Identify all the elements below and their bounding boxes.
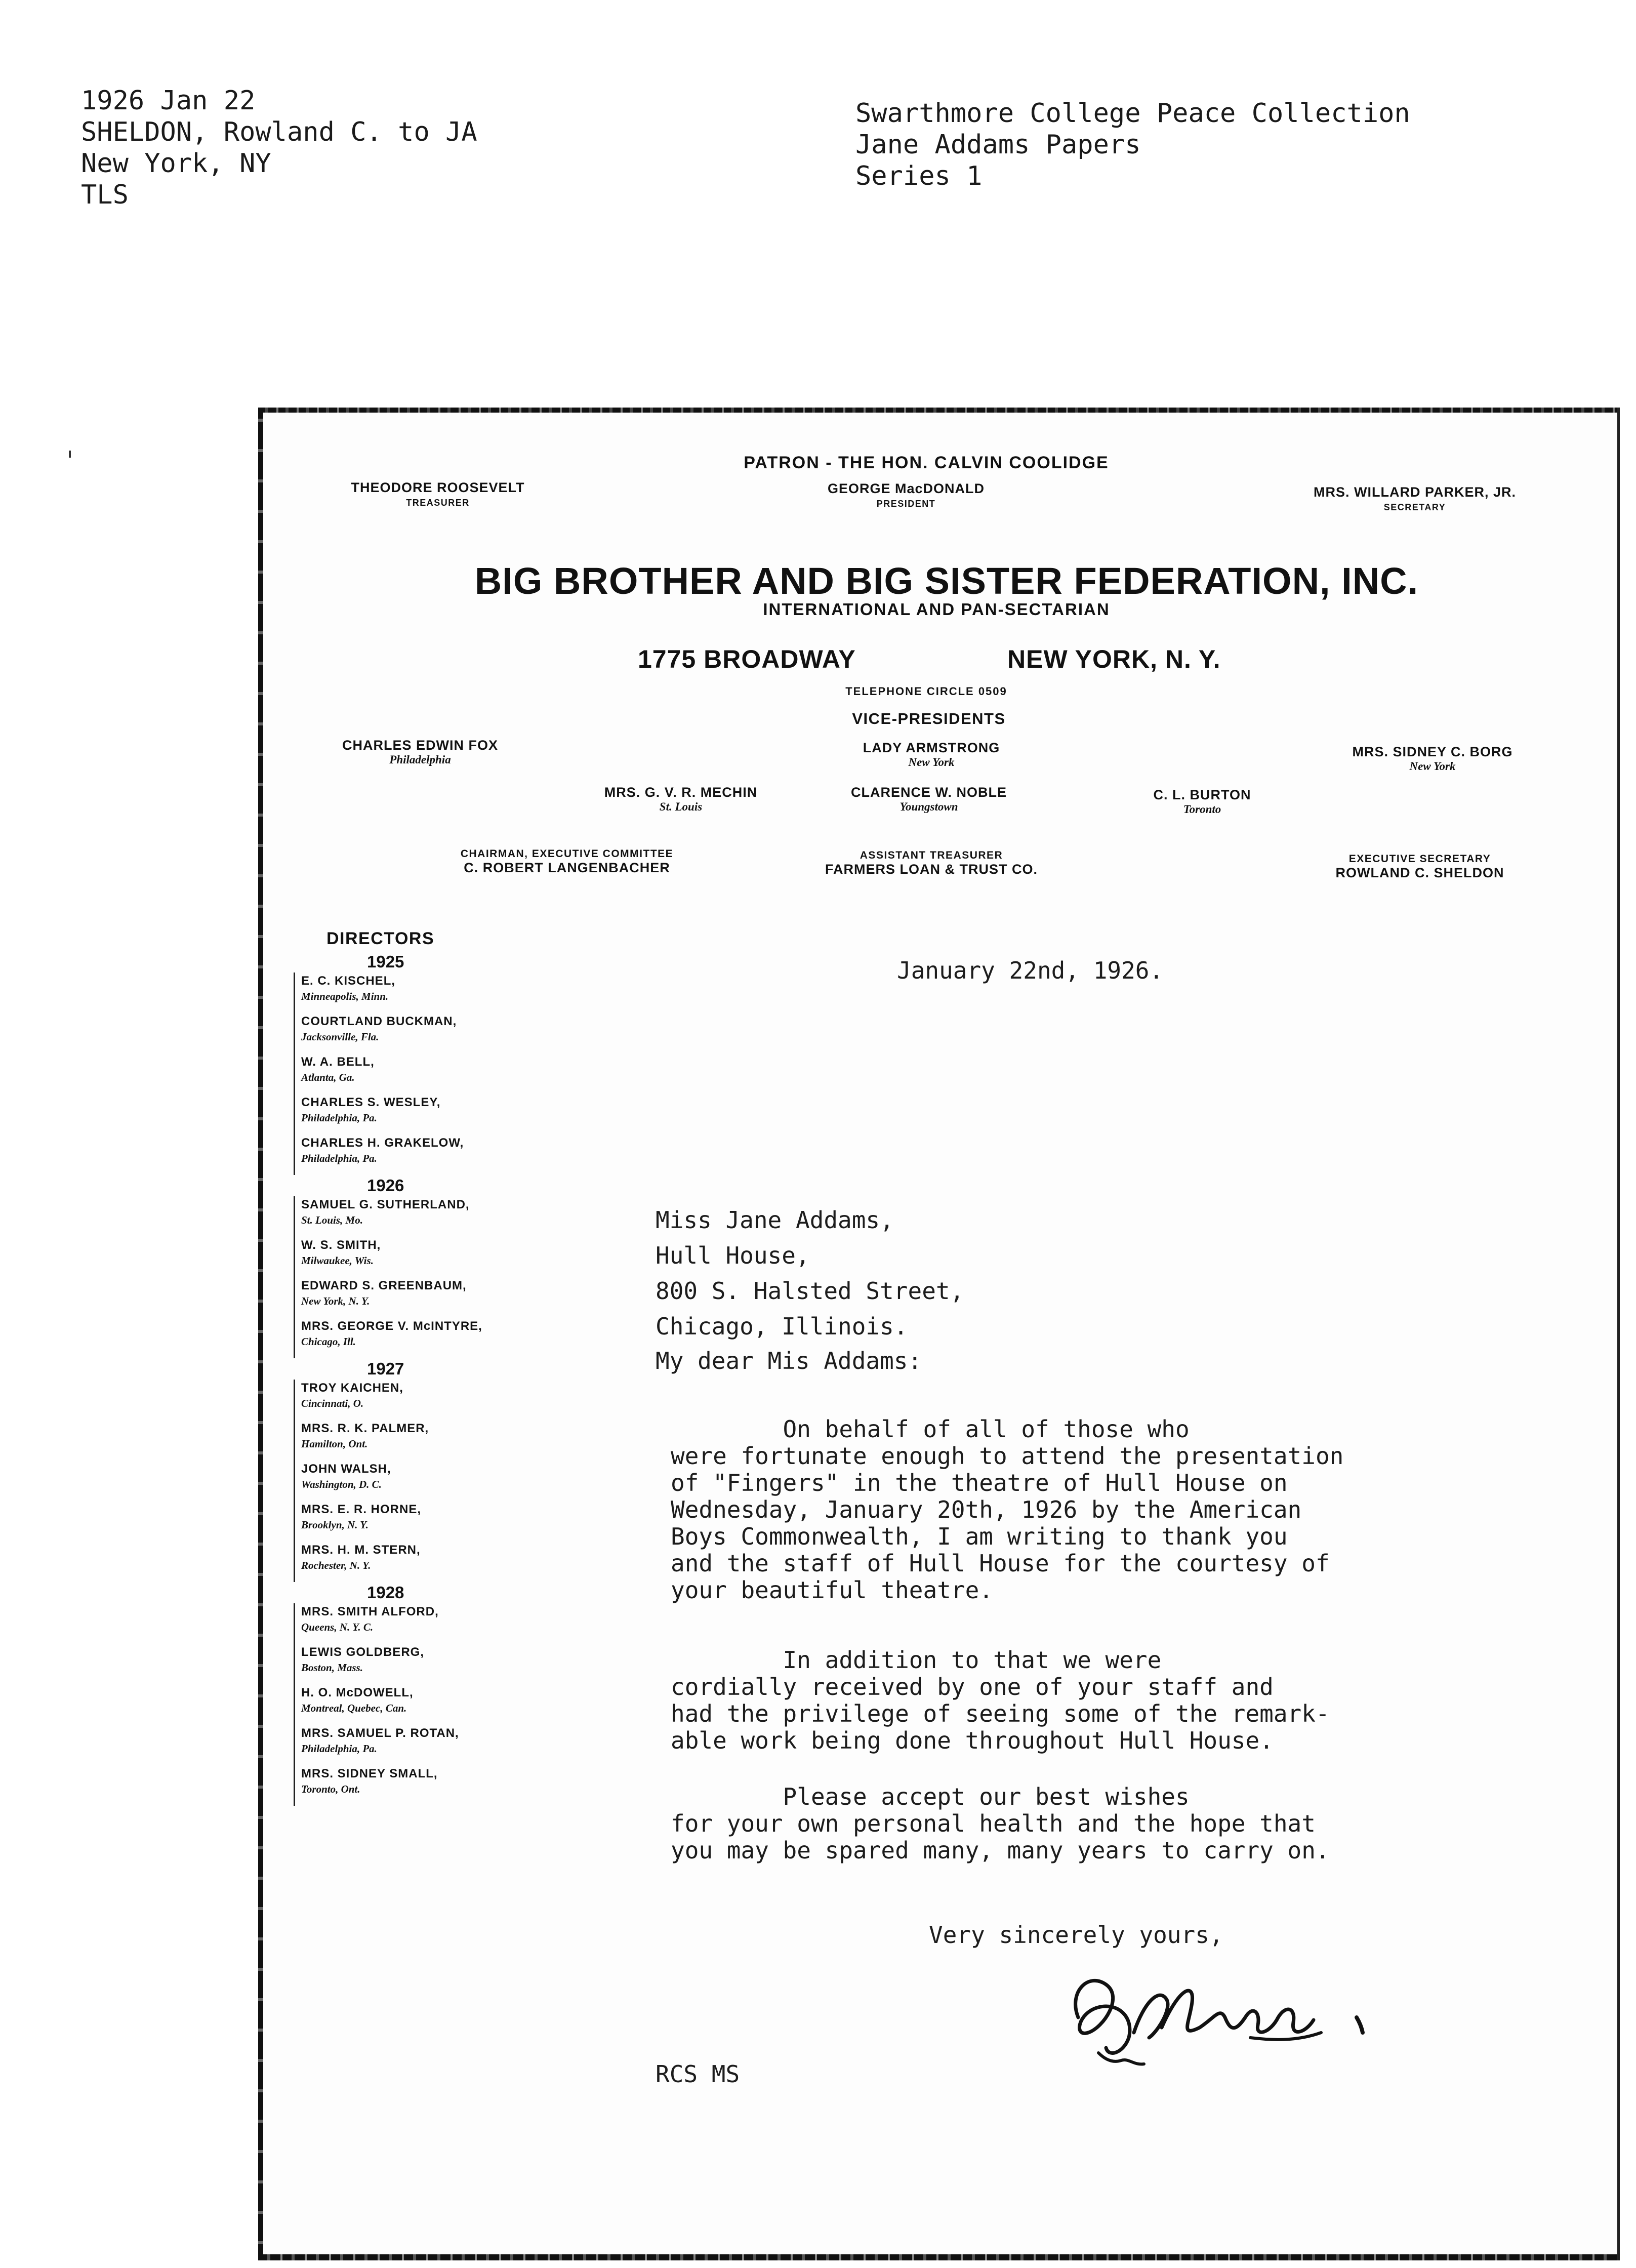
catalog-line: SHELDON, Rowland C. to JA <box>81 117 477 147</box>
director-entry <box>294 1725 557 1765</box>
vp-city: Toronto <box>1183 803 1221 816</box>
closing: Very sincerely yours, <box>929 1921 1223 1949</box>
officer-title: EXECUTIVE SECRETARY <box>1348 853 1491 865</box>
letter-paragraph: In addition to that we were cordially received by one of your staff and had the privilege of seeing some of the remark- able work being done throughout Hull House. <box>671 1646 1330 1754</box>
director-name: MRS. SMITH ALFORD, <box>301 1605 439 1618</box>
sheet-edge <box>258 408 263 2260</box>
vp-city: St. Louis <box>659 800 703 813</box>
director-entry <box>294 1054 557 1094</box>
president-block <box>828 481 985 509</box>
signature-image <box>1058 1957 1382 2073</box>
officer-name: FARMERS LOAN & TRUST CO. <box>825 862 1038 877</box>
director-name: W. S. SMITH, <box>301 1238 381 1252</box>
vice-president <box>1154 787 1251 816</box>
president-title: PRESIDENT <box>876 499 936 509</box>
director-city: Milwaukee, Wis. <box>301 1254 374 1267</box>
director-city: Cincinnati, O. <box>301 1397 364 1409</box>
director-city: Washington, D. C. <box>301 1478 382 1490</box>
recipient-line: Hull House, <box>656 1242 810 1269</box>
directors-year: 1926 <box>367 1176 404 1195</box>
director-name: COURTLAND BUCKMAN, <box>301 1015 457 1028</box>
director-city: New York, N. Y. <box>301 1295 370 1307</box>
director-city: Jacksonville, Fla. <box>301 1031 379 1043</box>
letter-paragraph: Please accept our best wishes for your own personal health and the hope that you may be spared many, many years to carry on. <box>671 1783 1330 1864</box>
director-city: Boston, Mass. <box>301 1662 363 1674</box>
directors-year: 1925 <box>367 952 404 971</box>
recipient-address <box>656 1202 964 1344</box>
vp-name: C. L. BURTON <box>1153 787 1251 802</box>
director-name: TROY KAICHEN, <box>301 1381 403 1395</box>
directors-list <box>294 929 557 1806</box>
director-city: Montreal, Quebec, Can. <box>301 1702 407 1714</box>
vp-city: New York <box>908 756 955 768</box>
collection-line: Jane Addams Papers <box>855 130 1141 160</box>
director-entry <box>294 1420 557 1461</box>
organization-subtitle: INTERNATIONAL AND PAN-SECTARIAN <box>763 600 1110 619</box>
vp-name: MRS. SIDNEY C. BORG <box>1352 744 1513 759</box>
catalog-info <box>81 85 477 211</box>
director-entry <box>294 973 557 1013</box>
sheet-edge <box>1617 408 1620 2260</box>
patron-line: PATRON - THE HON. CALVIN COOLIDGE <box>744 453 1109 472</box>
collection-info <box>855 98 1410 192</box>
secretary-name: MRS. WILLARD PARKER, JR. <box>1314 484 1516 500</box>
director-name: MRS. SIDNEY SMALL, <box>301 1767 438 1780</box>
vp-city: Philadelphia <box>389 753 451 766</box>
officer-title: ASSISTANT TREASURER <box>860 849 1003 861</box>
secretary-block <box>1314 484 1516 513</box>
vp-name: CHARLES EDWIN FOX <box>342 738 499 753</box>
collection-line: Series 1 <box>855 161 983 191</box>
director-entry <box>294 1765 557 1806</box>
directors-heading: DIRECTORS <box>326 929 435 948</box>
letter-date: January 22nd, 1926. <box>897 957 1164 984</box>
treasurer-block <box>351 480 524 508</box>
officer-title: CHAIRMAN, EXECUTIVE COMMITTEE <box>460 848 674 860</box>
catalog-line: TLS <box>81 180 129 210</box>
director-name: CHARLES H. GRAKELOW, <box>301 1136 464 1150</box>
vice-president <box>851 785 1007 814</box>
letter-sheet <box>258 408 1620 2260</box>
director-name: MRS. R. K. PALMER, <box>301 1422 429 1435</box>
collection-line: Swarthmore College Peace Collection <box>855 98 1410 129</box>
vice-president <box>342 738 498 766</box>
recipient-line: Chicago, Illinois. <box>656 1313 908 1340</box>
director-city: Rochester, N. Y. <box>301 1559 371 1571</box>
vice-presidents-heading: VICE-PRESIDENTS <box>852 710 1006 727</box>
letter-paragraph: On behalf of all of those who were fortunate enough to attend the presentation of "Fingers" in the theatre of Hull House on Wednesday, January 20th, 1926 by the American Boys Commonwealth, I am writing to thank you and the staff of Hull House for the courtesy of your beautiful theatre. <box>671 1415 1344 1604</box>
officer-name: ROWLAND C. SHELDON <box>1335 865 1504 880</box>
vice-president <box>863 740 1000 769</box>
director-name: EDWARD S. GREENBAUM, <box>301 1279 467 1292</box>
officer-executive-secretary <box>1336 853 1504 881</box>
director-name: LEWIS GOLDBERG, <box>301 1645 424 1659</box>
director-entry <box>294 1461 557 1501</box>
director-name: E. C. KISCHEL, <box>301 974 396 988</box>
director-name: SAMUEL G. SUTHERLAND, <box>301 1198 470 1211</box>
officer-chairman <box>461 848 673 876</box>
vp-city: New York <box>1409 760 1456 773</box>
treasurer-name: THEODORE ROOSEVELT <box>351 480 525 495</box>
director-city: Atlanta, Ga. <box>301 1071 355 1083</box>
director-name: JOHN WALSH, <box>301 1462 391 1476</box>
salutation: My dear Mis Addams: <box>656 1347 922 1374</box>
director-entry <box>294 1135 557 1175</box>
officer-name: C. ROBERT LANGENBACHER <box>464 860 670 875</box>
director-city: Toronto, Ont. <box>301 1783 360 1795</box>
director-city: Philadelphia, Pa. <box>301 1112 377 1124</box>
vp-name: CLARENCE W. NOBLE <box>850 785 1007 800</box>
director-entry <box>294 1603 557 1644</box>
director-entry <box>294 1196 557 1237</box>
director-entry <box>294 1684 557 1725</box>
scan-mark <box>69 451 71 458</box>
director-name: MRS. SAMUEL P. ROTAN, <box>301 1726 459 1740</box>
vice-president <box>604 785 758 814</box>
directors-groups <box>294 951 557 1806</box>
director-city: Queens, N. Y. C. <box>301 1621 374 1633</box>
director-entry <box>294 1542 557 1582</box>
vp-name: LADY ARMSTRONG <box>863 740 1000 755</box>
recipient-line: Miss Jane Addams, <box>656 1206 894 1234</box>
address-street: 1775 BROADWAY <box>638 645 856 673</box>
address-city: NEW YORK, N. Y. <box>1007 645 1221 673</box>
director-name: MRS. E. R. HORNE, <box>301 1503 422 1516</box>
director-name: MRS. GEORGE V. McINTYRE, <box>301 1319 482 1333</box>
directors-year: 1928 <box>367 1583 404 1602</box>
director-city: Chicago, Ill. <box>301 1335 356 1348</box>
telephone: TELEPHONE CIRCLE 0509 <box>845 685 1007 698</box>
treasurer-title: TREASURER <box>406 498 470 508</box>
recipient-line: 800 S. Halsted Street, <box>656 1277 964 1305</box>
catalog-line: 1926 Jan 22 <box>81 86 256 116</box>
directors-year: 1927 <box>367 1359 404 1378</box>
catalog-line: New York, NY <box>81 148 271 179</box>
sheet-edge <box>258 2254 1620 2260</box>
director-entry <box>294 1013 557 1054</box>
officer-assistant-treasurer <box>825 849 1038 877</box>
director-city: Philadelphia, Pa. <box>301 1152 377 1164</box>
organization-name: BIG BROTHER AND BIG SISTER FEDERATION, INC. <box>474 560 1419 602</box>
director-city: Brooklyn, N. Y. <box>301 1519 369 1531</box>
director-city: Minneapolis, Minn. <box>301 990 389 1002</box>
director-entry <box>294 1318 557 1358</box>
secretary-title: SECRETARY <box>1383 502 1446 512</box>
vp-city: Youngstown <box>899 800 958 813</box>
director-city: Hamilton, Ont. <box>301 1438 368 1450</box>
director-name: MRS. H. M. STERN, <box>301 1543 421 1557</box>
vp-name: MRS. G. V. R. MECHIN <box>604 785 758 800</box>
sheet-edge <box>258 408 1620 413</box>
director-name: W. A. BELL, <box>301 1055 375 1069</box>
director-entry <box>294 1380 557 1420</box>
director-city: St. Louis, Mo. <box>301 1214 363 1226</box>
director-entry <box>294 1501 557 1542</box>
director-entry <box>294 1644 557 1684</box>
typist-initials: RCS MS <box>656 2060 740 2088</box>
director-entry <box>294 1237 557 1277</box>
director-name: H. O. McDOWELL, <box>301 1686 414 1699</box>
director-name: CHARLES S. WESLEY, <box>301 1096 441 1109</box>
vice-president <box>1352 744 1512 773</box>
president-name: GEORGE MacDONALD <box>827 481 985 496</box>
director-entry <box>294 1277 557 1318</box>
director-city: Philadelphia, Pa. <box>301 1743 377 1755</box>
director-entry <box>294 1094 557 1135</box>
